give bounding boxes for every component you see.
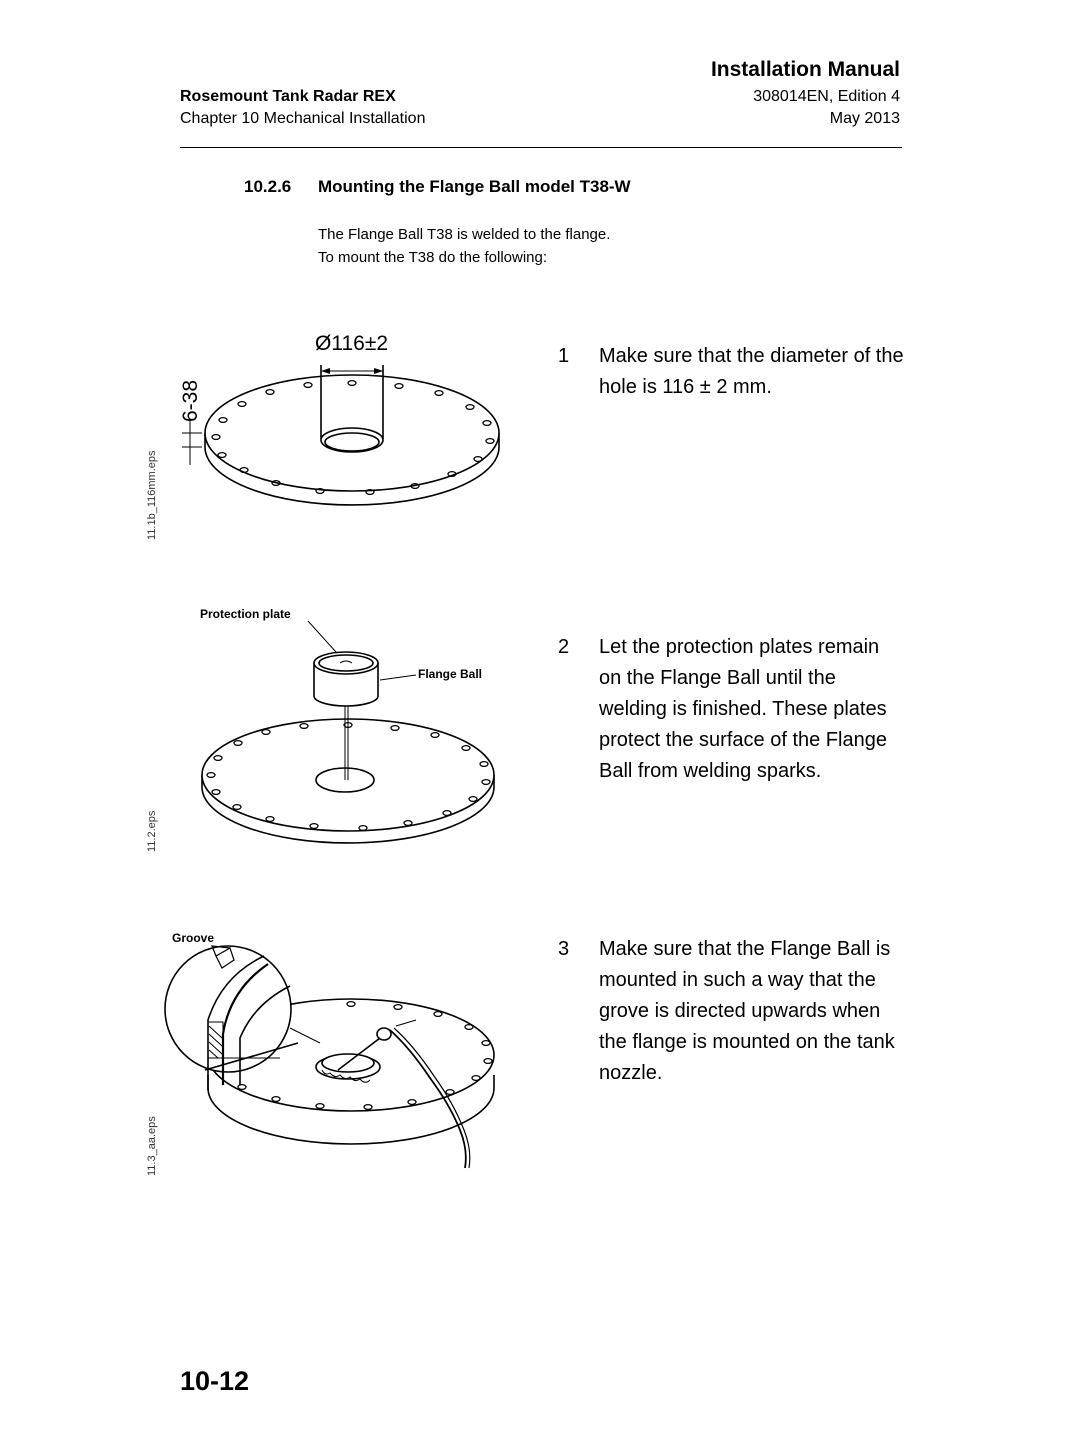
page-number: 10-12	[180, 1366, 250, 1396]
label-groove: Groove	[172, 931, 215, 945]
step-1	[558, 341, 903, 411]
step-3-number: 3	[558, 938, 570, 960]
intro-line-2: To mount the T38 do the following:	[318, 249, 548, 266]
chapter-title: Chapter 10 Mechanical Installation	[180, 110, 426, 127]
label-protection-plate: Protection plate	[200, 607, 291, 621]
section-intro	[318, 223, 610, 269]
figure-3-filename: 11.3_aa.eps	[146, 1116, 158, 1176]
figure-flange-dimension	[160, 325, 520, 525]
document-date: May 2013	[829, 110, 900, 127]
step-1-text: Make sure that the diameter of the hole is 116 ± 2 mm.	[599, 345, 904, 398]
intro-line-1: The Flange Ball T38 is welded to the flange.	[318, 226, 611, 243]
dimension-diameter: Ø116±2	[315, 332, 389, 355]
figure-1-filename: 11.1b_116mm.eps	[146, 450, 158, 540]
step-3-text: Make sure that the Flange Ball is mounted in such a way that the grove is directed upwards when the flange is mounted on the tank nozzle.	[599, 938, 895, 1084]
product-name: Rosemount Tank Radar REX	[180, 88, 396, 105]
document-number: 308014EN, Edition 4	[753, 88, 900, 105]
step-2-text: Let the protection plates remain on the Flange Ball until the welding is finished. These plates protect the surface of the Flange Ball from welding sparks.	[599, 636, 887, 782]
label-flange-ball: Flange Ball	[418, 667, 483, 681]
step-3	[558, 934, 903, 1094]
section-number: 10.2.6	[244, 177, 292, 196]
figure-2-filename: 11.2.eps	[146, 810, 158, 852]
header-divider	[180, 147, 902, 148]
section-heading	[244, 177, 631, 197]
figure-flange-ball	[190, 615, 510, 850]
manual-title: Installation Manual	[710, 58, 900, 81]
step-2-number: 2	[558, 636, 570, 658]
step-2	[558, 632, 903, 822]
dimension-thickness: 6-38	[179, 379, 202, 422]
figure-groove-welding	[160, 930, 505, 1170]
step-1-number: 1	[558, 345, 570, 367]
section-title: Mounting the Flange Ball model T38-W	[318, 177, 631, 196]
